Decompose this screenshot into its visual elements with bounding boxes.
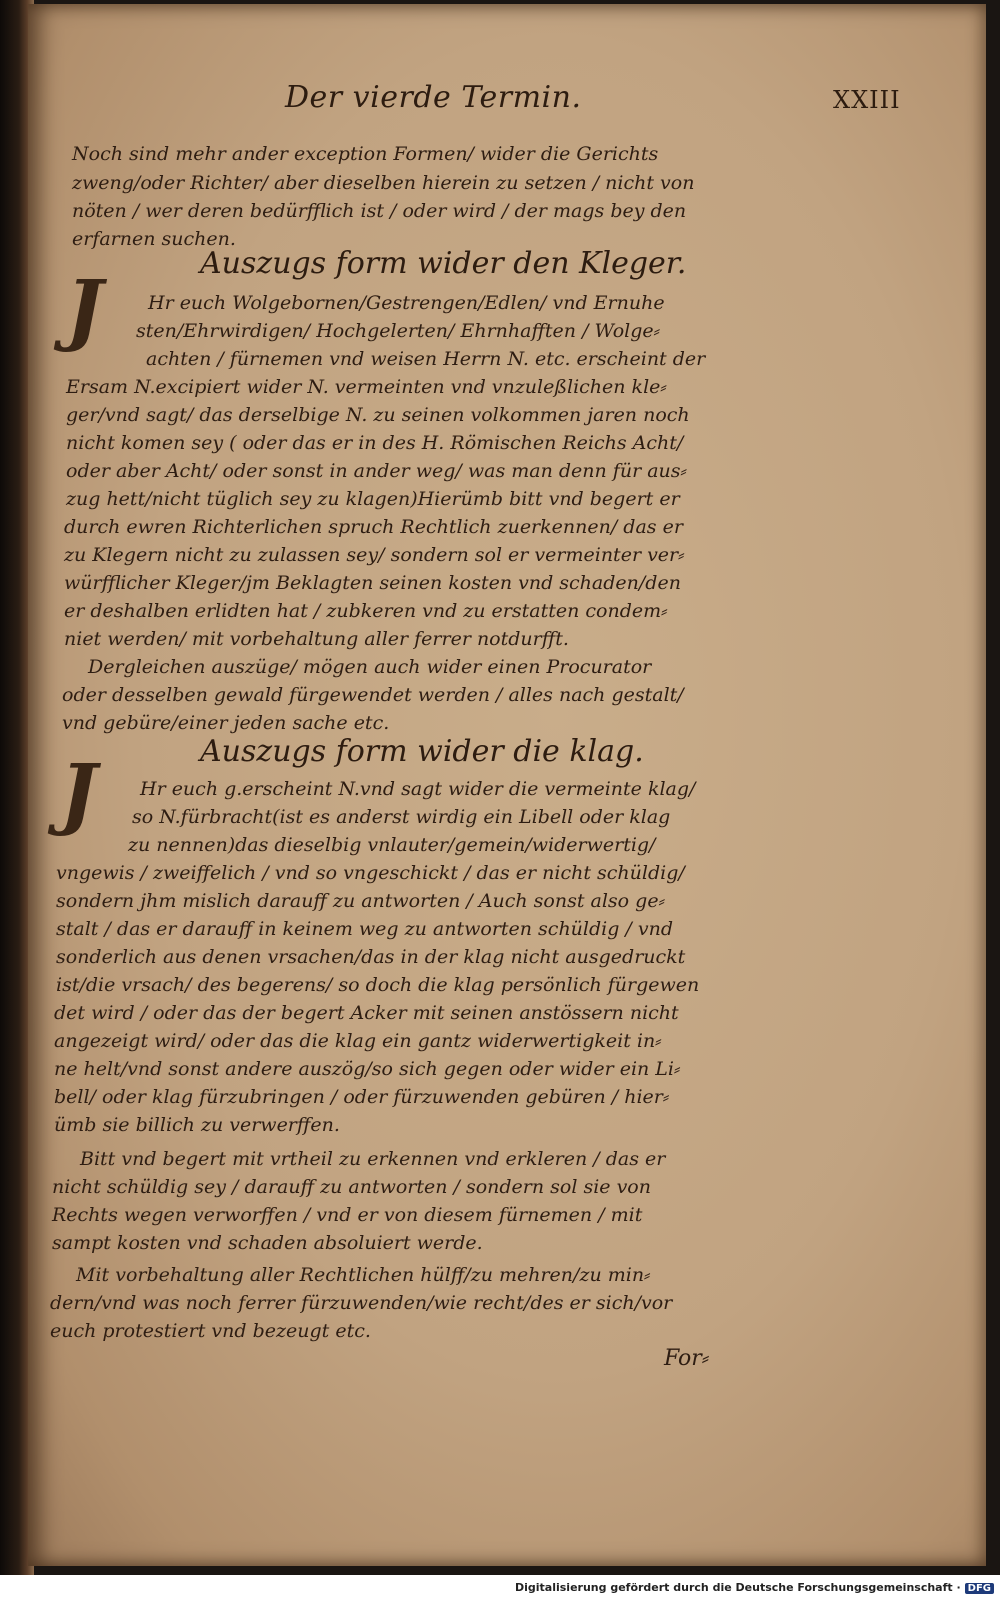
dfg-logo: DFG [965,1583,994,1594]
text-line: ist/die vrsach/ des begerens/ so doch die klag persönlich fürgewen [56,974,700,996]
folio-number: XXIII [833,86,901,114]
funding-notice [515,1581,994,1594]
text-line: Bitt vnd begert mit vrtheil zu erkennen vnd erkleren / das er [80,1148,666,1170]
text-line: zu Klegern nicht zu zulassen sey/ sondern sol er vermeinter ver⸗ [64,544,685,566]
text-line: dern/vnd was noch ferrer fürzuwenden/wie recht/des er sich/vor [50,1292,673,1314]
section-heading: Auszugs form wider den Kleger. [200,246,687,281]
funding-text: Digitalisierung gefördert durch die Deutsche Forschungsgemeinschaft · [514,1581,961,1594]
text-line: ümb sie billich zu verwerffen. [54,1114,340,1136]
decorated-initial: J [60,748,97,839]
text-line: so N.fürbracht(ist es anderst wirdig ein Libell oder klag [132,806,671,828]
text-line: vnd gebüre/einer jeden sache etc. [62,712,390,734]
text-line: Rechts wegen verworffen / vnd er von diesem fürnemen / mit [52,1204,643,1226]
text-line: Hr euch g.erscheint N.vnd sagt wider die vermeinte klag/ [140,778,696,800]
text-line: euch protestiert vnd bezeugt etc. [50,1320,371,1342]
text-line: durch ewren Richterlichen spruch Rechtlich zuerkennen/ das er [64,516,683,538]
text-line: sampt kosten vnd schaden absoluiert werde. [52,1232,483,1254]
text-line: vngewis / zweiffelich / vnd so vngeschickt / das er nicht schüldig/ [56,862,685,884]
text-line: sondern jhm mislich darauff zu antworten / Auch sonst also ge⸗ [56,890,665,912]
text-line: oder desselben gewald fürgewendet werden / alles nach gestalt/ [62,684,684,706]
text-line: sonderlich aus denen vrsachen/das in der klag nicht ausgedruckt [56,946,686,968]
text-line: ger/vnd sagt/ das derselbige N. zu seinen volkommen jaren noch [66,404,690,426]
text-line: stalt / das er darauff in keinem weg zu antworten schüldig / vnd [56,918,674,940]
text-line: angezeigt wird/ oder das die klag ein gantz widerwertigkeit in⸗ [54,1030,662,1052]
text-line: sten/Ehrwirdigen/ Hochgelerten/ Ehrnhafften / Wolge⸗ [136,320,660,342]
section-heading: Auszugs form wider die klag. [200,734,644,769]
text-line: Hr euch Wolgebornen/Gestrengen/Edlen/ vnd Ernuhe [148,292,665,314]
catchword: For⸗ [664,1346,710,1371]
running-title: Der vierde Termin. [285,80,582,115]
text-line: zu nennen)das dieselbig vnlauter/gemein/widerwertig/ [128,834,656,856]
text-line: nöten / wer deren bedürfflich ist / oder wird / der mags bey den [72,200,687,222]
text-line: achten / fürnemen vnd weisen Herrn N. etc. erscheint der [146,348,706,370]
text-line: Noch sind mehr ander exception Formen/ wider die Gerichts [72,143,659,165]
text-line: erfarnen suchen. [72,228,236,250]
text-line: nicht schüldig sey / darauff zu antworten / sondern sol sie von [52,1176,651,1198]
text-line: würfflicher Kleger/jm Beklagten seinen kosten vnd schaden/den [64,572,681,594]
text-line: ne helt/vnd sonst andere auszög/so sich gegen oder wider ein Li⸗ [54,1058,681,1080]
text-line: oder aber Acht/ oder sonst in ander weg/ was man denn für aus⸗ [66,460,687,482]
text-line: Ersam N.excipiert wider N. vermeinten vnd vnzuleßlichen kle⸗ [66,376,667,398]
text-line: nicht komen sey ( oder das er in des H. Römischen Reichs Acht/ [66,432,684,454]
text-line: Dergleichen auszüge/ mögen auch wider einen Procurator [88,656,652,678]
decorated-initial: J [66,264,103,355]
text-line: niet werden/ mit vorbehaltung aller ferrer notdurfft. [64,628,569,650]
text-line: det wird / oder das der begert Acker mit seinen anstössern nicht [54,1002,679,1024]
text-line: bell/ oder klag fürzubringen / oder fürzuwenden gebüren / hier⸗ [54,1086,670,1108]
footer-bar [0,1575,1000,1604]
text-line: zug hett/nicht tüglich sey zu klagen)Hierümb bitt vnd begert er [66,488,680,510]
text-line: er deshalben erlidten hat / zubkeren vnd zu erstatten condem⸗ [64,600,668,622]
text-line: zweng/oder Richter/ aber dieselben hierein zu setzen / nicht von [72,172,695,194]
text-line: Mit vorbehaltung aller Rechtlichen hülff/zu mehren/zu min⸗ [76,1264,651,1286]
